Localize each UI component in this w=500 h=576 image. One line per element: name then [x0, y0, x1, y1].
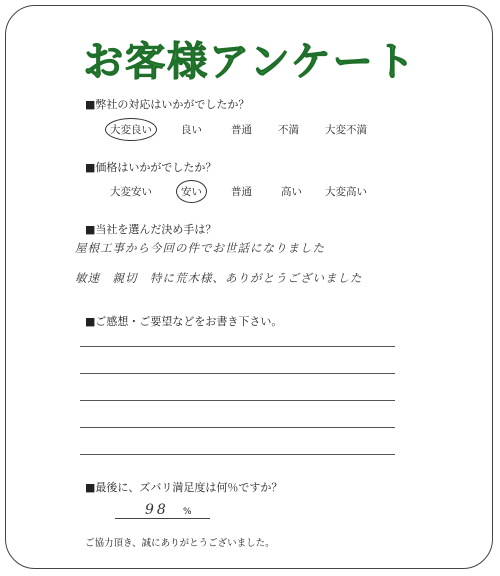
option-service-very-unsatisfied[interactable]: 大変不満 [325, 124, 367, 136]
question-deciding-factor-label: ■当社を選んだ決め手は？ [85, 223, 217, 236]
survey-title: お客様アンケート [83, 39, 417, 85]
question-satisfaction [85, 479, 282, 495]
question-service [85, 96, 249, 112]
question-deciding-factor [85, 221, 216, 237]
comment-line[interactable] [80, 373, 395, 374]
question-price-options [85, 184, 405, 202]
option-price-normal[interactable]: 普通 [231, 186, 252, 198]
handwritten-answer-line1: 屋根工事から今回の件でお世話になりました [75, 241, 325, 255]
option-service-normal[interactable]: 普通 [231, 124, 252, 136]
option-price-very-expensive[interactable]: 大変高い [325, 186, 367, 198]
option-price-expensive[interactable]: 高い [281, 186, 302, 198]
comment-line[interactable] [80, 427, 395, 428]
handwritten-answer-line2: 敏速 親切 特に荒木様、ありがとうございました [75, 271, 363, 285]
satisfaction-underline [115, 518, 210, 519]
question-price-label: ■価格はいかがでしたか？ [85, 161, 217, 174]
option-price-cheap[interactable]: 安い [181, 186, 202, 198]
satisfaction-field[interactable] [115, 500, 210, 520]
satisfaction-unit: % [183, 507, 192, 517]
comment-line[interactable] [80, 400, 395, 401]
option-service-good[interactable]: 良い [181, 124, 202, 136]
thank-you-footer: ご協力頂き、誠にありがとうございました。 [85, 538, 275, 549]
question-price [85, 159, 216, 175]
question-comments [85, 313, 282, 329]
question-service-label: ■弊社の対応はいかがでしたか？ [85, 98, 250, 111]
question-comments-label: ■ご感想・ご要望などをお書き下さい。 [85, 315, 283, 328]
option-service-very-good[interactable]: 大変良い [110, 124, 152, 136]
satisfaction-value: 98 [145, 502, 169, 518]
comment-line[interactable] [80, 346, 395, 347]
option-price-very-cheap[interactable]: 大変安い [110, 186, 152, 198]
option-service-unsatisfied[interactable]: 不満 [278, 124, 299, 136]
question-service-options [85, 122, 405, 140]
comment-line[interactable] [80, 454, 395, 455]
question-satisfaction-label: ■最後に、ズバリ満足度は何％ですか？ [85, 481, 283, 494]
